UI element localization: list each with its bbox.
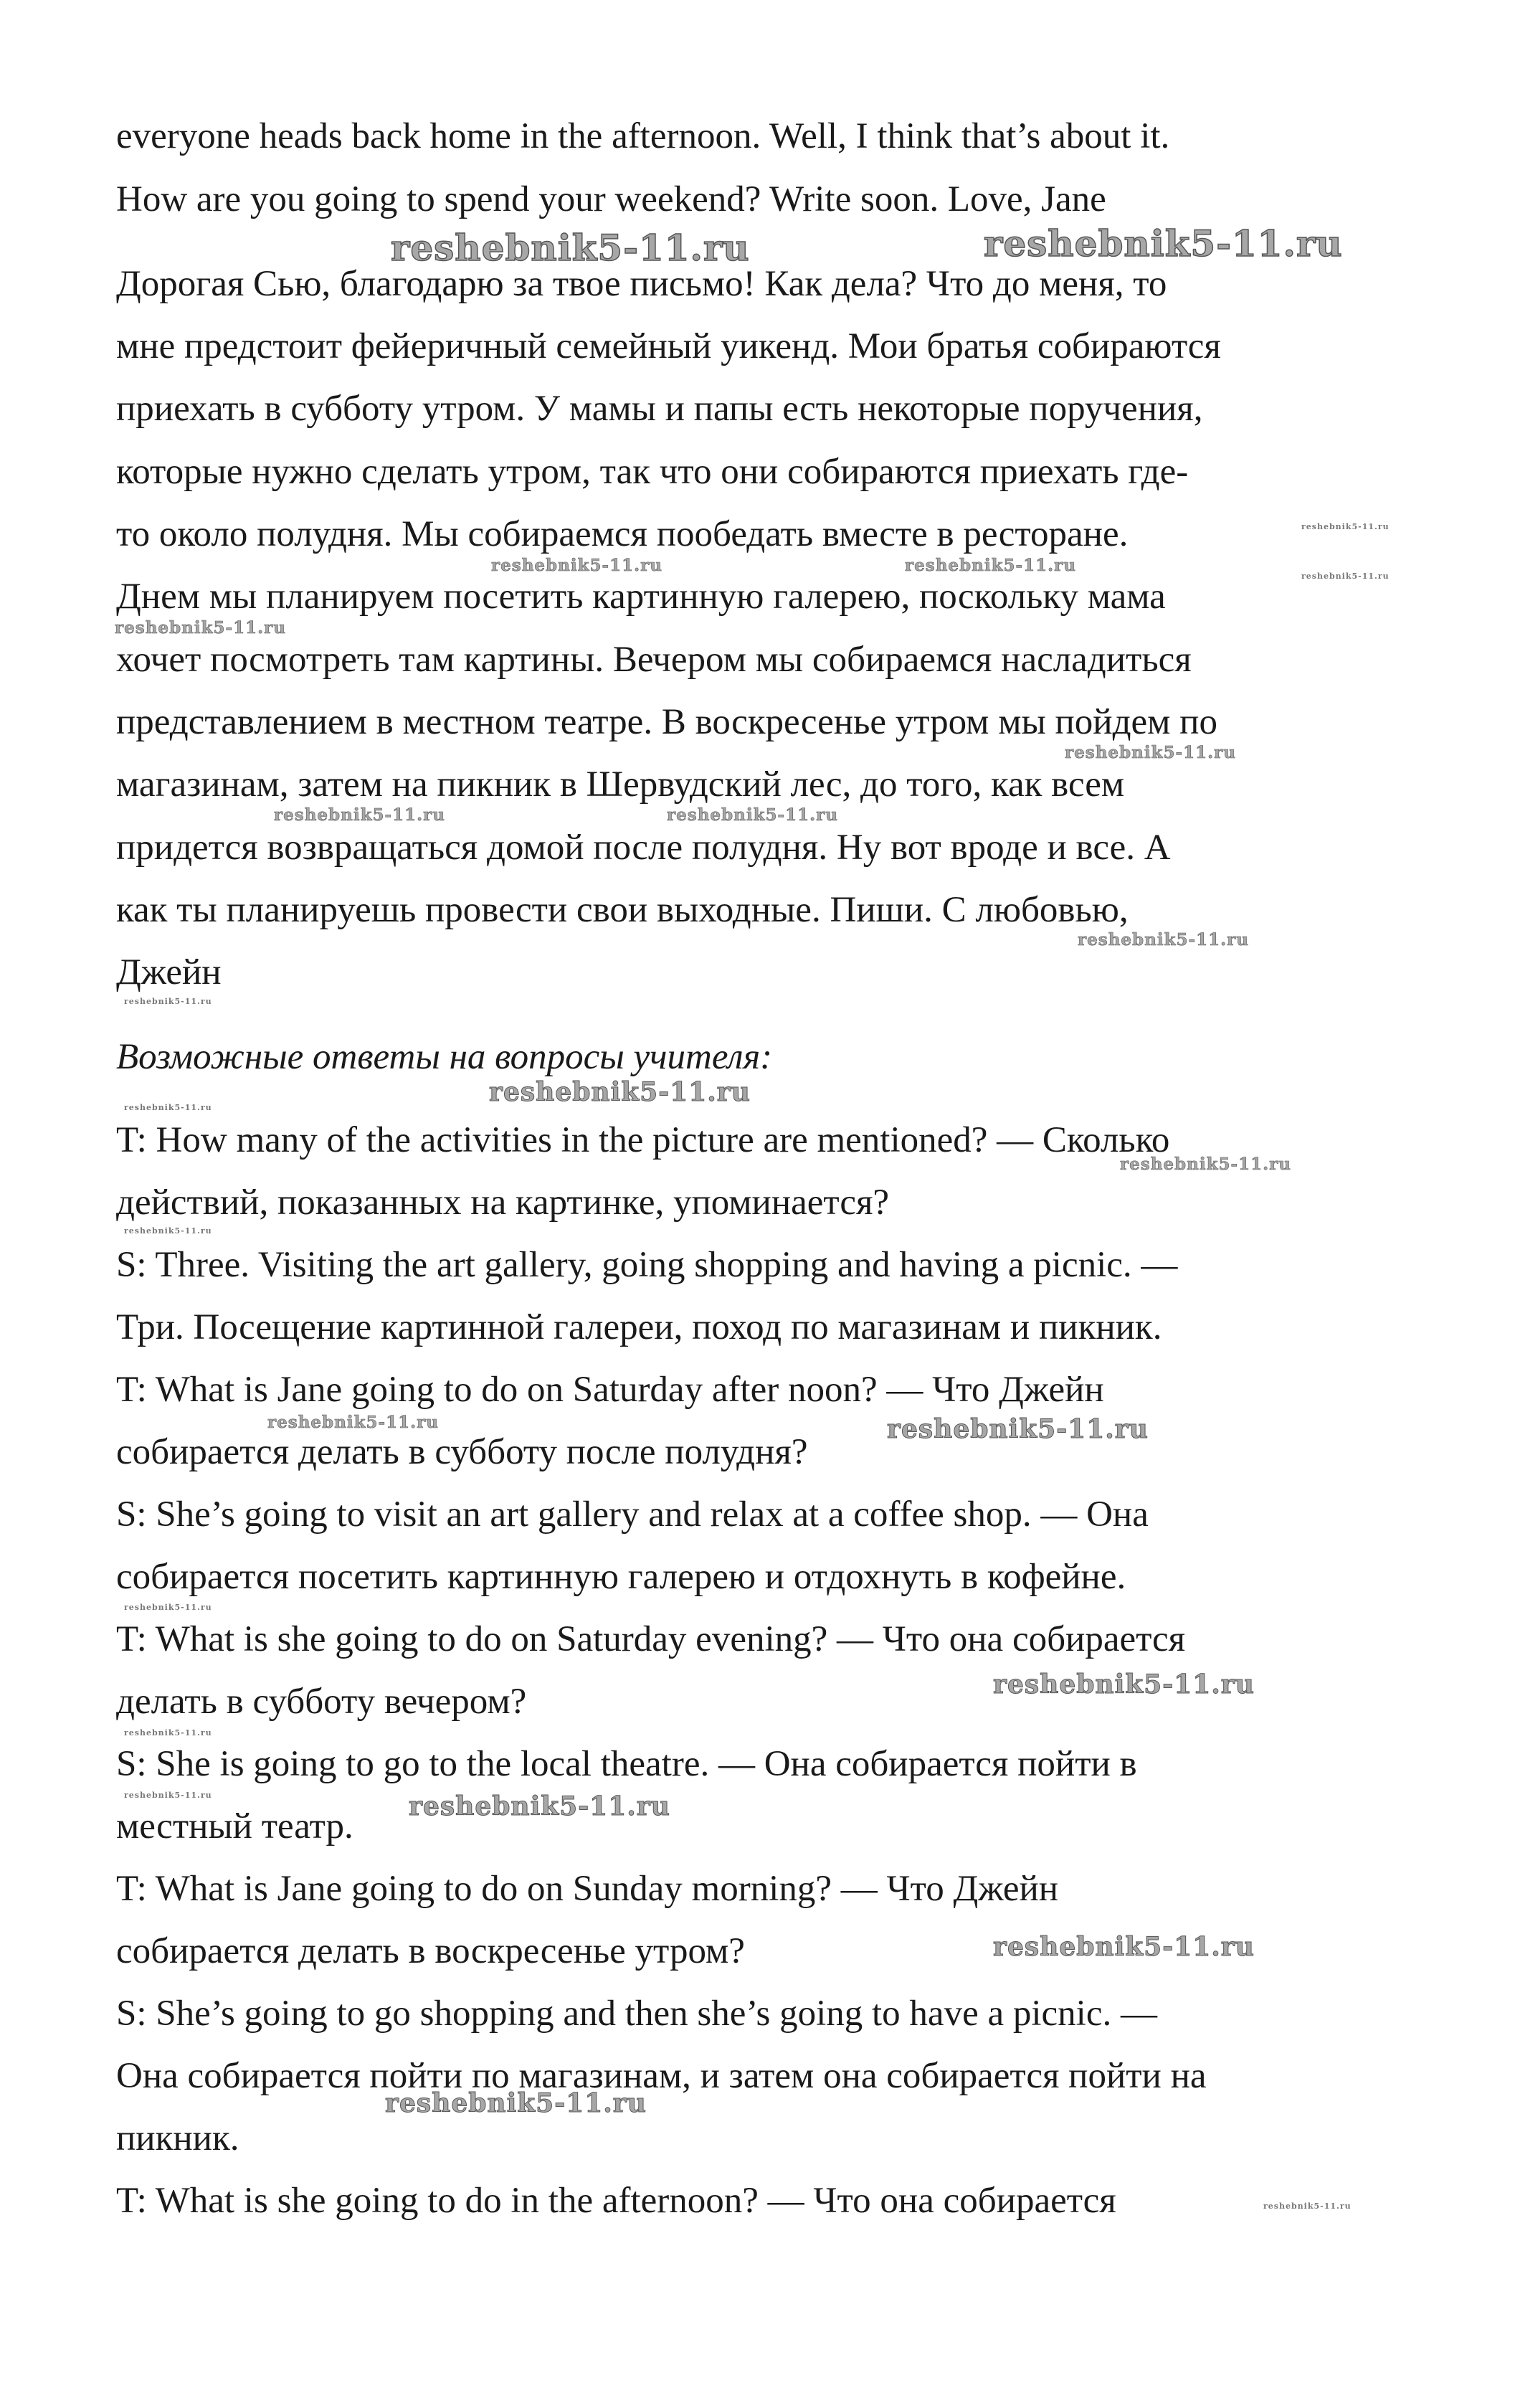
- text-line: How are you going to spend your weekend? Write soon. Love, Jane: [116, 179, 1106, 219]
- text-line: придется возвращаться домой после полудня. Ну вот вроде и все. А: [116, 828, 1171, 868]
- watermark: reshebnik5-11.ru: [1263, 2201, 1352, 2211]
- text-line: хочет посмотреть там картины. Вечером мы собираемся насладиться: [116, 640, 1192, 680]
- text-line: T: What is she going to do in the afternoon? — Что она собирается: [116, 2181, 1116, 2221]
- watermark: reshebnik5-11.ru: [993, 1669, 1255, 1700]
- watermark: reshebnik5-11.ru: [267, 1413, 439, 1432]
- watermark: reshebnik5-11.ru: [1301, 572, 1390, 581]
- text-line: T: What is she going to do on Saturday evening? — Что она собирается: [116, 1619, 1186, 1659]
- text-line: everyone heads back home in the afternoon. Well, I think that’s about it.: [116, 116, 1170, 156]
- text-line: T: What is Jane going to do on Saturday after noon? — Что Джейн: [116, 1370, 1104, 1410]
- watermark: reshebnik5-11.ru: [124, 1791, 212, 1800]
- watermark: reshebnik5-11.ru: [124, 997, 212, 1006]
- text-line: как ты планируешь провести свои выходные. Пиши. С любовью,: [116, 890, 1129, 930]
- watermark: reshebnik5-11.ru: [115, 618, 286, 637]
- watermark: reshebnik5-11.ru: [274, 805, 445, 825]
- text-line: Дорогая Сью, благодарю за твое письмо! Как дела? Что до меня, то: [116, 264, 1167, 304]
- text-line: пикник.: [116, 2118, 239, 2158]
- text-line: Она собирается пойти по магазинам, и затем она собирается пойти на: [116, 2056, 1207, 2096]
- text-line: действий, показанных на картинке, упоминается?: [116, 1182, 890, 1223]
- text-line: делать в субботу вечером?: [116, 1682, 527, 1722]
- watermark: reshebnik5-11.ru: [667, 805, 838, 825]
- text-line: Три. Посещение картинной галереи, поход по магазинам и пикник.: [116, 1307, 1162, 1347]
- watermark: reshebnik5-11.ru: [1301, 522, 1390, 531]
- watermark: reshebnik5-11.ru: [124, 1103, 212, 1112]
- watermark: reshebnik5-11.ru: [391, 227, 750, 269]
- watermark: reshebnik5-11.ru: [887, 1414, 1149, 1444]
- text-line: S: She is going to go to the local theatre. — Она собирается пойти в: [116, 1744, 1137, 1784]
- watermark: reshebnik5-11.ru: [385, 2088, 647, 2118]
- text-line: то около полудня. Мы собираемся пообедать вместе в ресторане.: [116, 514, 1129, 554]
- watermark: reshebnik5-11.ru: [124, 1728, 212, 1738]
- text-line: представлением в местном театре. В воскресенье утром мы пойдем по: [116, 702, 1217, 742]
- text-line: Джейн: [116, 952, 222, 992]
- section-heading: Возможные ответы на вопросы учителя:: [116, 1037, 773, 1077]
- text-line: собирается делать в воскресенье утром?: [116, 1931, 745, 1971]
- text-line: собирается посетить картинную галерею и отдохнуть в кофейне.: [116, 1557, 1126, 1597]
- watermark: reshebnik5-11.ru: [984, 222, 1343, 265]
- watermark: reshebnik5-11.ru: [124, 1226, 212, 1236]
- text-line: местный театр.: [116, 1806, 353, 1847]
- watermark: reshebnik5-11.ru: [993, 1932, 1255, 1962]
- watermark: reshebnik5-11.ru: [1065, 743, 1236, 762]
- watermark: reshebnik5-11.ru: [409, 1791, 670, 1821]
- watermark: reshebnik5-11.ru: [124, 1603, 212, 1612]
- text-line: T: How many of the activities in the picture are mentioned? — Сколько: [116, 1120, 1170, 1160]
- text-line: мне предстоит фейеричный семейный уикенд. Мои братья собираются: [116, 326, 1221, 366]
- text-line: S: She’s going to visit an art gallery and relax at a coffee shop. — Она: [116, 1494, 1149, 1535]
- text-line: S: She’s going to go shopping and then she’s going to have a picnic. —: [116, 1994, 1157, 2034]
- watermark: reshebnik5-11.ru: [905, 556, 1076, 575]
- text-line: S: Three. Visiting the art gallery, going shopping and having a picnic. —: [116, 1245, 1178, 1285]
- text-line: Днем мы планируем посетить картинную галерею, поскольку мама: [116, 577, 1166, 617]
- text-line: собирается делать в субботу после полудня?: [116, 1432, 808, 1472]
- text-line: магазинам, затем на пикник в Шервудский лес, до того, как всем: [116, 764, 1125, 805]
- watermark: reshebnik5-11.ru: [1120, 1155, 1291, 1174]
- text-line: приехать в субботу утром. У мамы и папы есть некоторые поручения,: [116, 389, 1203, 429]
- watermark: reshebnik5-11.ru: [1078, 930, 1249, 949]
- text-line: T: What is Jane going to do on Sunday morning? — Что Джейн: [116, 1869, 1059, 1909]
- watermark: reshebnik5-11.ru: [491, 556, 662, 575]
- text-line: которые нужно сделать утром, так что они собираются приехать где-: [116, 452, 1189, 492]
- watermark: reshebnik5-11.ru: [489, 1077, 751, 1107]
